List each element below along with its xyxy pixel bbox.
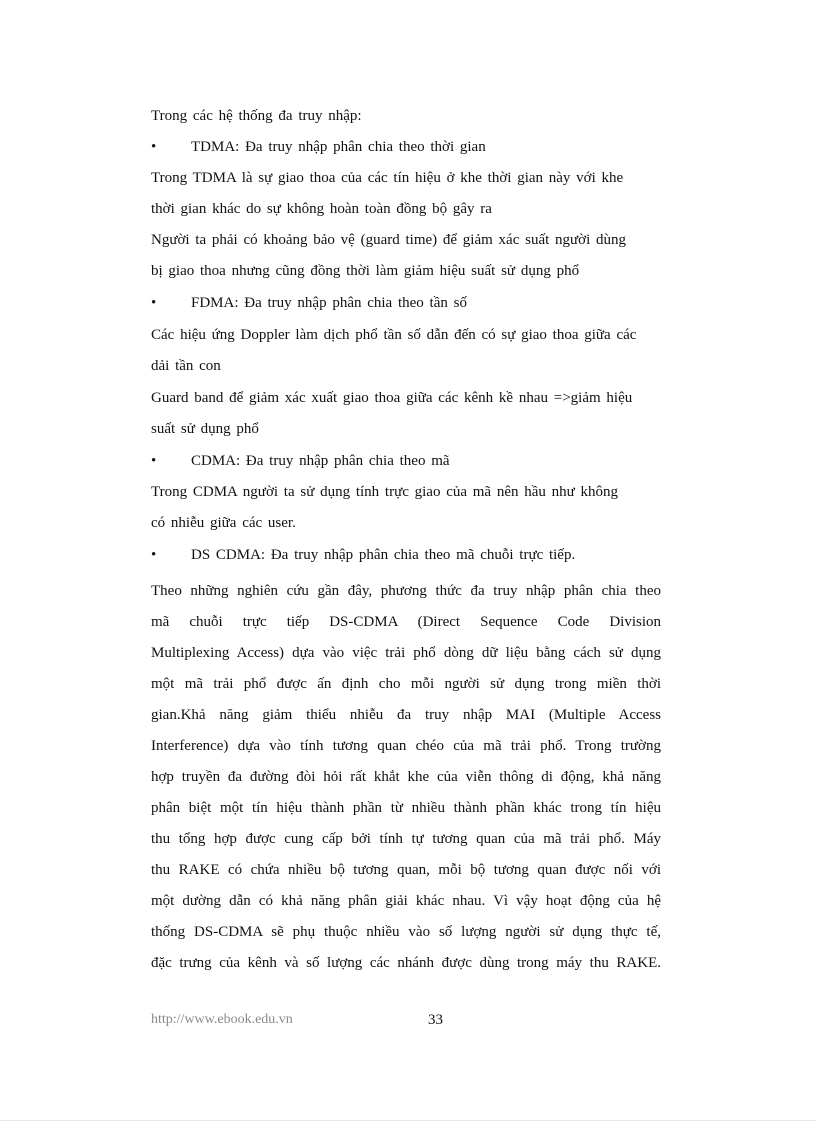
paragraph-line: mã chuỗi trực tiếp DS-CDMA (Direct Sequence Code Division [151, 614, 661, 630]
footer-url: http://www.ebook.edu.vn [151, 1012, 293, 1027]
tdma-heading: TDMA: Đa truy nhập phân chia theo thời gian [191, 139, 486, 155]
bullet-icon: • [151, 295, 157, 311]
paragraph-line: dải tần con [151, 358, 221, 374]
cdma-heading: CDMA: Đa truy nhập phân chia theo mã [191, 453, 450, 469]
paragraph-line: đặc trưng của kênh và số lượng các nhánh được dùng trong máy thu RAKE. [151, 955, 661, 971]
paragraph-line: thu tổng hợp được cung cấp bởi tính tự tương quan của mã trải phổ. Máy [151, 831, 661, 847]
paragraph-line: gian.Khả năng giảm thiểu nhiễu đa truy nhập MAI (Multiple Access [151, 707, 661, 723]
bullet-icon: • [151, 453, 157, 469]
paragraph-line: thời gian khác do sự không hoàn toàn đồng bộ gây ra [151, 201, 492, 217]
bullet-icon: • [151, 547, 157, 563]
page-bottom-divider [0, 1120, 816, 1121]
paragraph-line: Các hiệu ứng Doppler làm dịch phổ tần số dẫn đến có sự giao thoa giữa các [151, 327, 637, 343]
paragraph-line: thống DS-CDMA sẽ phụ thuộc nhiều vào số lượng người sử dụng thực tế, [151, 924, 661, 940]
paragraph-line: một dường dẫn có khả năng phân giải khác nhau. Vì vậy hoạt động của hệ [151, 893, 661, 909]
dscdma-heading: DS CDMA: Đa truy nhập phân chia theo mã chuỗi trực tiếp. [191, 547, 576, 563]
paragraph-line: Người ta phải có khoảng bảo vệ (guard time) để giảm xác suất người dùng [151, 232, 627, 248]
paragraph-line: hợp truyền đa đường đòi hỏi rất khắt khe của viễn thông di động, khả năng [151, 769, 661, 785]
paragraph-line: thu RAKE có chứa nhiều bộ tương quan, mỗi bộ tương quan được nối với [151, 862, 661, 878]
paragraph-line: Trong CDMA người ta sử dụng tính trực giao của mã nên hầu như không [151, 484, 619, 500]
paragraph-line: Interference) dựa vào tính tương quan chéo của mã trải phổ. Trong trường [151, 738, 661, 754]
paragraph-line: Trong TDMA là sự giao thoa của các tín hiệu ở khe thời gian này với khe [151, 170, 624, 186]
intro-line: Trong các hệ thống đa truy nhập: [151, 108, 362, 124]
paragraph-line: phân biệt một tín hiệu thành phần từ nhiều thành phần khác trong tín hiệu [151, 800, 661, 816]
paragraph-line: một mã trải phổ được ấn định cho mỗi người sử dụng trong miền thời [151, 676, 661, 692]
paragraph-line: bị giao thoa nhưng cũng đồng thời làm giảm hiệu suất sử dụng phổ [151, 263, 580, 279]
paragraph-line: suất sử dụng phổ [151, 421, 259, 437]
page-number: 33 [428, 1012, 443, 1028]
paragraph-line: Guard band để giảm xác xuất giao thoa giữa các kênh kề nhau =>giảm hiệu [151, 390, 633, 406]
fdma-heading: FDMA: Đa truy nhập phân chia theo tần số [191, 295, 467, 311]
paragraph-line: Multiplexing Access) dựa vào việc trải phổ dòng dữ liệu bằng cách sử dụng [151, 645, 661, 661]
bullet-icon: • [151, 139, 157, 155]
paragraph-line: có nhiễu giữa các user. [151, 515, 296, 531]
paragraph-line: Theo những nghiên cứu gần đây, phương thức đa truy nhập phân chia theo [151, 583, 661, 599]
